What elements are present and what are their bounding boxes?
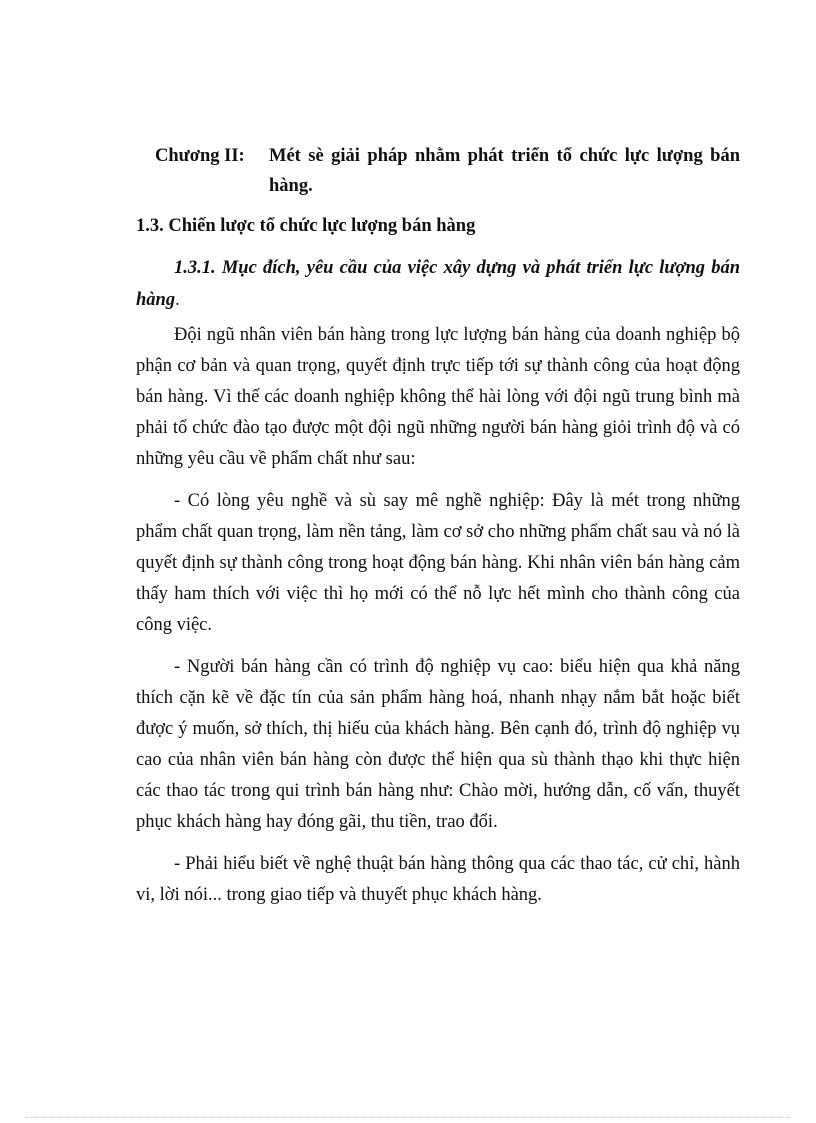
page-bottom-rule [26, 1117, 790, 1118]
section-heading: 1.3. Chiến lược tổ chức lực lượng bán hàng [136, 216, 476, 236]
chapter-title: Mét sè giải pháp nhằm phát triển tổ chức lực lượng bán hàng. [269, 146, 740, 196]
subsection-heading-text: 1.3.1. Mục đích, yêu cầu của việc xây dựng và phát triển lực lượng bán hàng [136, 258, 740, 310]
paragraph: - Người bán hàng cần có trình độ nghiệp vụ cao: biểu hiện qua khả năng thích cặn kẽ về đặc tín của sản phẩm hàng hoá, nhanh nhạy nắm bắt hoặc biết được ý muốn, sở thích, thị hiếu của khách hàng. Bên cạnh đó, trình độ nghiệp vụ cao của nhân viên bán hàng còn được thể hiện qua sù thành thạo khi thực hiện các thao tác trong qui trình bán hàng như: Chào mời, hướng dẫn, cố vấn, thuyết phục khách hàng hay đóng gãi, thu tiền, trao đổi. [136, 657, 740, 832]
paragraph: - Có lòng yêu nghề và sù say mê nghề nghiệp: Đây là mét trong những phẩm chất quan trọng, làm nền tảng, làm cơ sở cho những phẩm chất sau và nó là quyết định sự thành công trong hoạt động bán hàng. Khi nhân viên bán hàng cảm thấy ham thích với việc thì họ mới có thể nỗ lực hết mình cho thành công của công việc. [136, 491, 740, 635]
subsection-heading [136, 252, 740, 316]
paragraph: Đội ngũ nhân viên bán hàng trong lực lượng bán hàng của doanh nghiệp bộ phận cơ bản và quan trọng, quyết định trực tiếp tới sự thành công của hoạt động bán hàng. Vì thế các doanh nghiệp không thể hài lòng với đội ngũ trung bình mà phải tổ chức đào tạo được một đội ngũ những người bán hàng giỏi trình độ và có những yêu cầu về phẩm chất như sau: [136, 325, 740, 469]
paragraph: - Phải hiểu biết về nghệ thuật bán hàng thông qua các thao tác, cử chỉ, hành vi, lời nói... trong giao tiếp và thuyết phục khách hàng. [136, 854, 740, 905]
chapter-label: Chương II: [155, 146, 245, 166]
body-text [136, 320, 740, 922]
subsection-heading-period: . [175, 290, 180, 310]
